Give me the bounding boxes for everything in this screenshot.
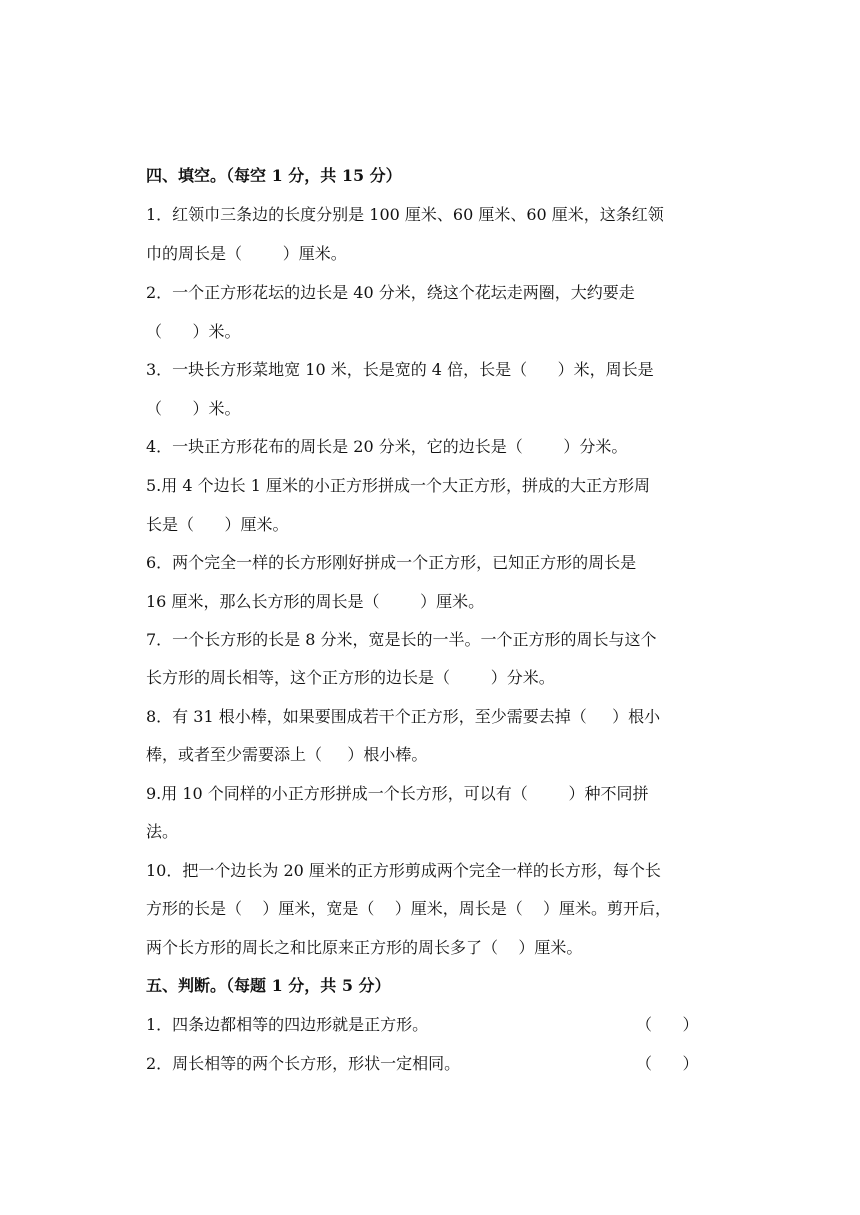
question-line: 两个长方形的周长之和比原来正方形的周长多了（ ）厘米。 [146, 938, 583, 957]
question-line: 长方形的周长相等，这个正方形的边长是（ ）分米。 [146, 668, 555, 687]
question-line: 6．两个完全一样的长方形刚好拼成一个正方形，已知正方形的周长是 [146, 553, 637, 572]
question-line: 9.用 10 个同样的小正方形拼成一个长方形，可以有（ ）种不同拼 [146, 784, 649, 803]
question-line: 3．一块长方形菜地宽 10 米，长是宽的 4 倍，长是（ ）米，周长是 [146, 360, 654, 379]
question-line: 1．红领巾三条边的长度分别是 100 厘米、60 厘米、60 厘米，这条红领 [146, 205, 664, 224]
question-line: 法。 [146, 822, 179, 841]
question-line: 长是（ ）厘米。 [146, 515, 289, 534]
judgement-item-text: 1．四条边都相等的四边形就是正方形。 [146, 1015, 429, 1034]
judgement-answer-blank[interactable]: （ ） [636, 1054, 699, 1073]
question-line: 8．有 31 根小棒，如果要围成若干个正方形，至少需要去掉（ ）根小 [146, 707, 661, 726]
question-line: 2．一个正方形花坛的边长是 40 分米，绕这个花坛走两圈，大约要走 [146, 283, 635, 302]
section-5-heading: 五、判断。（每题 1 分，共 5 分） [146, 976, 391, 995]
judgement-answer-blank[interactable]: （ ） [636, 1015, 699, 1034]
question-line: 4．一块正方形花布的周长是 20 分米，它的边长是（ ）分米。 [146, 437, 628, 456]
question-line: 方形的长是（ ）厘米，宽是（ ）厘米，周长是（ ）厘米。剪开后， [146, 899, 672, 918]
section-4-heading: 四、填空。（每空 1 分，共 15 分） [146, 166, 402, 185]
question-line: 16 厘米，那么长方形的周长是（ ）厘米。 [146, 592, 485, 611]
question-line: 巾的周长是（ ）厘米。 [146, 244, 347, 263]
question-line: 10．把一个边长为 20 厘米的正方形剪成两个完全一样的长方形，每个长 [146, 861, 661, 880]
question-line: （ ）米。 [146, 322, 241, 341]
question-line: （ ）米。 [146, 399, 241, 418]
question-line: 5.用 4 个边长 1 厘米的小正方形拼成一个大正方形，拼成的大正方形周 [146, 476, 650, 495]
judgement-item-text: 2．周长相等的两个长方形，形状一定相同。 [146, 1054, 461, 1073]
question-line: 棒，或者至少需要添上（ ）根小棒。 [146, 745, 428, 764]
question-line: 7．一个长方形的长是 8 分米，宽是长的一半。一个正方形的周长与这个 [146, 630, 657, 649]
